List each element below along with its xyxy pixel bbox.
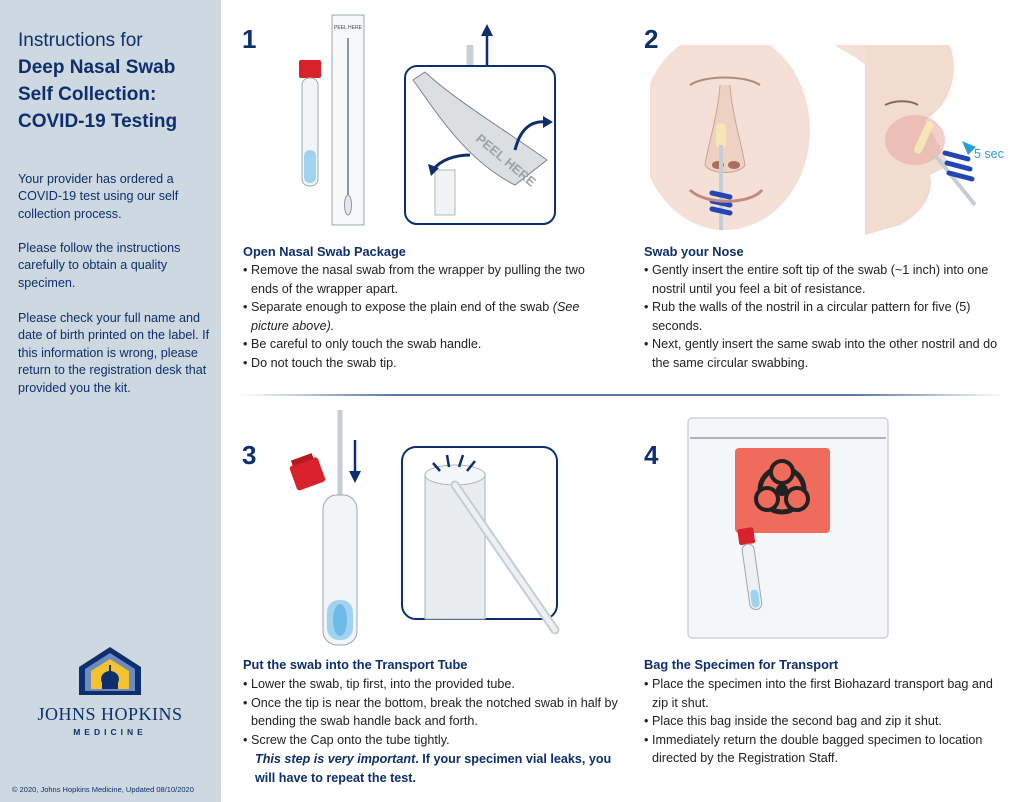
title-line-2: Deep Nasal Swab — [18, 57, 176, 78]
check-label-paragraph: Please check your full name and date of birth printed on the label. If this information is wrong, please return to the registration desk that provided you the kit. — [18, 311, 210, 395]
important-note-text: . If your specimen vial leaks, you will have to repeat the test. — [255, 752, 612, 785]
title-line-4: COVID-19 Testing — [18, 111, 178, 132]
logo-name: JOHNS HOPKINS — [37, 704, 183, 724]
step-2-number: 2 — [644, 24, 659, 54]
step-2-illustration — [650, 45, 1020, 235]
list-item: • Gently insert the entire soft tip of the swab (~1 inch) into one nostril until you feel a bit of resistance. — [644, 261, 1008, 298]
johns-hopkins-logo — [30, 645, 190, 737]
list-item-text: Separate enough to expose the plain end of the swab — [251, 300, 550, 315]
sidebar — [0, 0, 221, 802]
step-4-title: Bag the Specimen for Transport — [644, 657, 839, 672]
logo-subtitle: MEDICINE — [73, 727, 147, 737]
peel-here-label: PEEL HERE — [473, 130, 539, 190]
title-line-1: Instructions for — [18, 30, 143, 51]
step-3-list — [243, 675, 623, 749]
important-note — [243, 750, 625, 787]
list-item: • Next, gently insert the same swab into the other nostril and do the same circular swabbing. — [644, 335, 1008, 372]
step-1-number: 1 — [242, 24, 257, 54]
list-item — [243, 298, 613, 335]
page-title — [18, 27, 213, 135]
list-item: • Do not touch the swab tip. — [243, 354, 613, 373]
step-1-title: Open Nasal Swab Package — [243, 244, 406, 259]
shield-logo-icon — [75, 645, 145, 697]
list-item: • Rub the walls of the nostril in a circular pattern for five (5) seconds. — [644, 298, 1008, 335]
instructions-paragraph: Please follow the instructions carefully to obtain a quality specimen. — [18, 241, 181, 290]
see-picture-note: (See picture above). — [251, 300, 580, 333]
list-item: • Place this bag inside the second bag and zip it shut. — [644, 712, 1008, 731]
important-note-emphasis: This step is very important — [255, 752, 416, 766]
step-2-title: Swab your Nose — [644, 244, 744, 259]
step-1-illustration — [285, 10, 585, 235]
step-4-illustration — [680, 410, 900, 645]
title-line-3: Self Collection: — [18, 84, 157, 105]
step-3-number: 3 — [242, 440, 257, 470]
step-2-list — [644, 261, 1008, 373]
five-seconds-label: 5 sec — [974, 147, 1004, 161]
list-item: • Immediately return the double bagged specimen to location directed by the Registration Staff. — [644, 731, 1008, 768]
list-item: • Lower the swab, tip first, into the provided tube. — [243, 675, 623, 694]
step-4-number: 4 — [644, 440, 659, 470]
intro-paragraph: Your provider has ordered a COVID-19 test using our self collection process. — [18, 172, 179, 221]
copyright-text: © 2020, Johns Hopkins Medicine, Updated 08/10/2020 — [12, 785, 194, 794]
step-1-list — [243, 261, 613, 373]
step-4-list — [644, 675, 1008, 768]
step-3-illustration — [285, 405, 585, 655]
list-item: • Place the specimen into the first Biohazard transport bag and zip it shut. — [644, 675, 1008, 712]
list-item: • Screw the Cap onto the tube tightly. — [243, 731, 623, 750]
list-item: • Be careful to only touch the swab handle. — [243, 335, 613, 354]
list-item: • Once the tip is near the bottom, break the notched swab in half by bending the swab handle back and forth. — [243, 694, 623, 731]
list-item: • Remove the nasal swab from the wrapper by pulling the two ends of the wrapper apart. — [243, 261, 613, 298]
wrapper-label: PEEL HERE — [334, 25, 362, 31]
section-divider — [240, 394, 1006, 396]
step-3-title: Put the swab into the Transport Tube — [243, 657, 468, 672]
